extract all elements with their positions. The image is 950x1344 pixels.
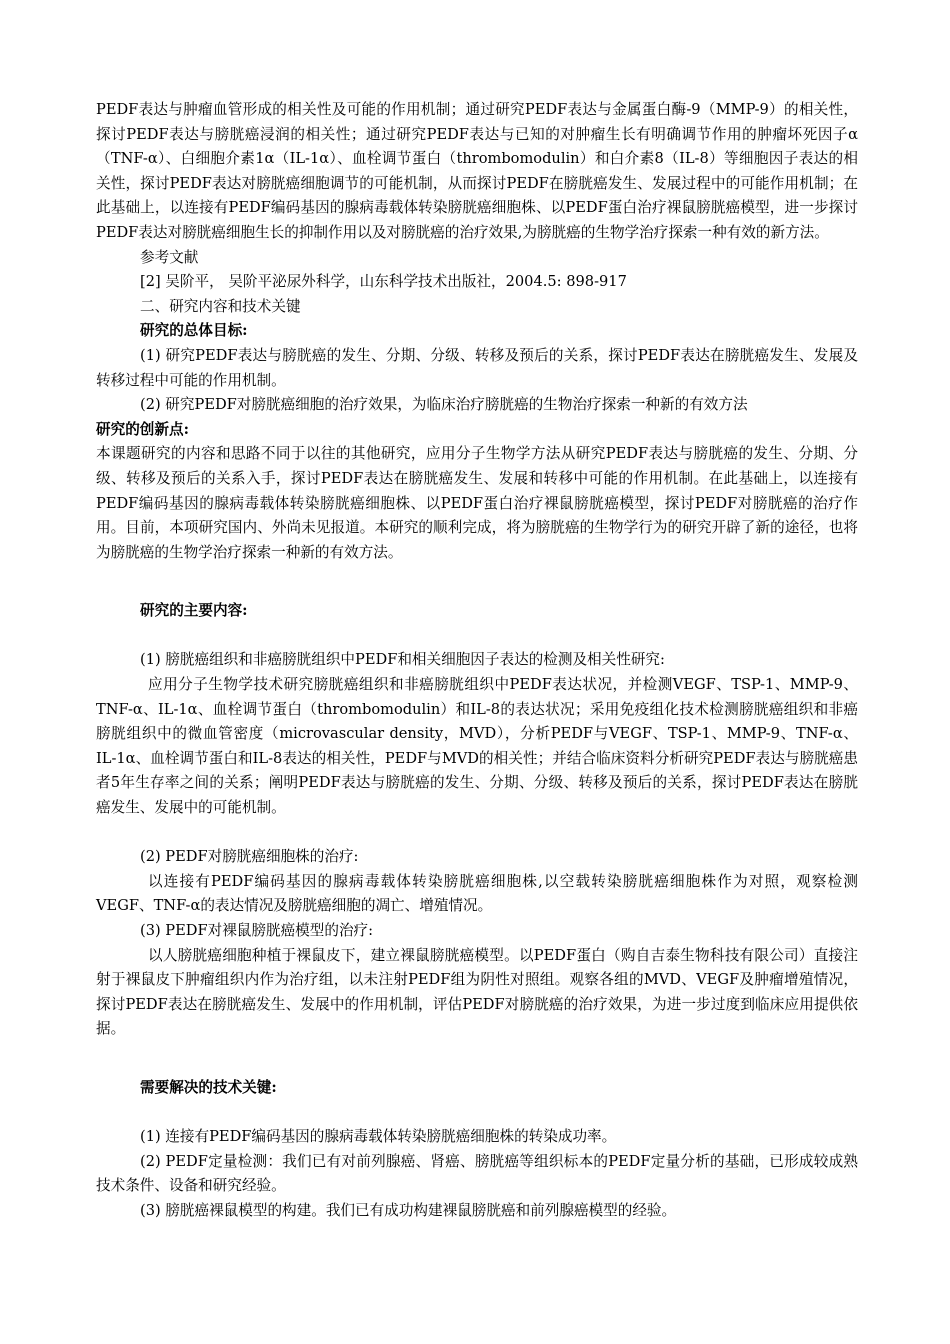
reference-item: [2] 吴阶平， 吴阶平泌尿外科学，山东科学技术出版社，2004.5: 898-917 bbox=[140, 273, 627, 291]
key-tech-item: (1) 连接有PEDF编码基因的腺病毒载体转染膀胱癌细胞株的转染成功率。 bbox=[140, 1128, 617, 1146]
key-tech-item: (3) 膀胱癌裸鼠模型的构建。我们已有成功构建裸鼠膀胱癌和前列腺癌模型的经验。 bbox=[140, 1201, 677, 1219]
content-item-title: (2) PEDF对膀胱癌细胞株的治疗: bbox=[140, 848, 359, 866]
content-item-title: (3) PEDF对裸鼠膀胱癌模型的治疗: bbox=[140, 922, 374, 939]
innovation-heading: 研究的创新点: bbox=[96, 420, 189, 438]
overall-goal-heading: 研究的总体目标: bbox=[140, 322, 248, 340]
content-item-text: 以连接有PEDF编码基因的腺病毒载体转染膀胱癌细胞株,以空载转染膀胱癌细胞株作为对照，观察检测VEGF、TNF-α的表达情况及膀胱癌细胞的凋亡、增殖情况。 bbox=[96, 872, 858, 915]
content-item-text: 以人膀胱癌细胞种植于裸鼠皮下，建立裸鼠膀胱癌模型。以PEDF蛋白（购自吉泰生物科技有限公司）直接注射于裸鼠皮下肿瘤组织内作为治疗组，以未注射PEDF组为阴性对照组。观察各组的MVD、VEGF及肿瘤增殖情况，探讨PEDF表达在膀胱癌发生、发展中的作用机制，评估PEDF对膀胱癌的治疗效果，为进一步过度到临床应用提供依据。 bbox=[96, 946, 858, 1038]
main-content-heading: 研究的主要内容: bbox=[140, 602, 248, 620]
key-tech-item: (2) PEDF定量检测：我们已有对前列腺癌、肾癌、膀胱癌等组织标本的PEDF定量分析的基础，已形成较成熟技术条件、设备和研究经验。 bbox=[96, 1152, 858, 1195]
overall-goal-item: (1) 研究PEDF表达与膀胱癌的发生、分期、分级、转移及预后的关系，探讨PEDF表达在膀胱癌发生、发展及转移过程中可能的作用机制。 bbox=[96, 346, 858, 389]
overall-goal-item: (2) 研究PEDF对膀胱癌细胞的治疗效果，为临床治疗膀胱癌的生物治疗探索一种新的有效方法 bbox=[140, 396, 748, 414]
content-item-text: 应用分子生物学技术研究膀胱癌组织和非癌膀胱组织中PEDF表达状况，并检测VEGF、TSP-1、MMP-9、TNF-α、IL-1α、血栓调节蛋白（thrombomodulin）和IL-8的表达状况；采用免疫组化技术检测膀胱癌组织和非癌膀胱组织中的微血管密度（microvascular density，MVD），分析PEDF与VEGF、TSP-1、MMP-9、TNF-α、IL-1α、血栓调节蛋白和IL-8表达的相关性，PEDF与MVD的相关性；并结合临床资料分析研究PEDF表达与膀胱癌患者5年生存率之间的关系；阐明PEDF表达与膀胱癌的发生、分期、分级、转移及预后的关系，探讨PEDF表达在膀胱癌发生、发展中的可能机制。 bbox=[96, 676, 858, 817]
intro-paragraph: PEDF表达与肿瘤血管形成的相关性及可能的作用机制；通过研究PEDF表达与金属蛋白酶-9（MMP-9）的相关性，探讨PEDF表达与膀胱癌浸润的相关性；通过研究PEDF表达与已知的对肿瘤生长有明确调节作用的肿瘤坏死因子α（TNF-α）、白细胞介素1α（IL-1α）、血栓调节蛋白（thrombomodulin）和白介素8（IL-8）等细胞因子表达的相关性，探讨PEDF表达对膀胱癌细胞调节的可能机制，从而探讨PEDF在膀胱癌发生、发展过程中的可能作用机制；在此基础上，以连接有PEDF编码基因的腺病毒载体转染膀胱癌细胞株、以PEDF蛋白治疗裸鼠膀胱癌模型，进一步探讨PEDF表达对膀胱癌细胞生长的抑制作用以及对膀胱癌的治疗效果,为膀胱癌的生物学治疗探索一种有效的新方法。 bbox=[96, 101, 858, 241]
references-heading: 参考文献 bbox=[140, 248, 199, 266]
section-heading: 二、研究内容和技术关键 bbox=[140, 297, 301, 315]
document-page bbox=[96, 98, 858, 1224]
content-item-title: (1) 膀胱癌组织和非癌膀胱组织中PEDF和相关细胞因子表达的检测及相关性研究: bbox=[140, 651, 665, 669]
key-tech-heading: 需要解决的技术关键: bbox=[140, 1078, 277, 1096]
innovation-text: 本课题研究的内容和思路不同于以往的其他研究，应用分子生物学方法从研究PEDF表达与膀胱癌的发生、分期、分级、转移及预后的关系入手，探讨PEDF表达在膀胱癌发生、发展和转移中可能的作用机制。在此基础上，以连接有PEDF编码基因的腺病毒载体转染膀胱癌细胞株、以PEDF蛋白治疗裸鼠膀胱癌模型，探讨PEDF对膀胱癌的治疗作用。目前，本项研究国内、外尚未见报道。本研究的顺利完成，将为膀胱癌的生物学行为的研究开辟了新的途径，也将为膀胱癌的生物学治疗探索一种新的有效方法。 bbox=[96, 445, 858, 561]
